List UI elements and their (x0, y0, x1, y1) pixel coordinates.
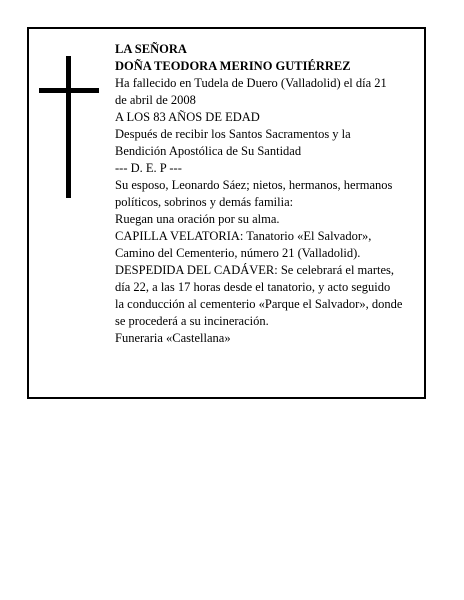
deceased-name: DOÑA TEODORA MERINO GUTIÉRREZ (115, 59, 351, 73)
chapel-line-2: Camino del Cementerio, número 21 (Valladolid). (115, 246, 361, 260)
age-line: A LOS 83 AÑOS DE EDAD (115, 110, 260, 124)
cross-icon (39, 56, 99, 198)
title-line-1: LA SEÑORA (115, 42, 187, 56)
obituary-notice (27, 27, 426, 399)
farewell-line-3: la conducción al cementerio «Parque el Salvador», donde (115, 297, 403, 311)
funeral-home: Funeraria «Castellana» (115, 331, 231, 345)
family-line-1: Su esposo, Leonardo Sáez; nietos, hermanos, hermanos (115, 178, 393, 192)
sacraments-line-2: Bendición Apostólica de Su Santidad (115, 144, 302, 158)
cross-horizontal-bar (39, 88, 99, 93)
sacraments-line-1: Después de recibir los Santos Sacramentos y la (115, 127, 351, 141)
prayer-request: Ruegan una oración por su alma. (115, 212, 280, 226)
farewell-line-2: día 22, a las 17 horas desde el tanatorio, y acto seguido (115, 280, 391, 294)
death-line-1: Ha fallecido en Tudela de Duero (Valladolid) el día 21 (115, 76, 387, 90)
death-line-2: de abril de 2008 (115, 93, 196, 107)
chapel-line-1: CAPILLA VELATORIA: Tanatorio «El Salvador», (115, 229, 372, 243)
farewell-line-1: DESPEDIDA DEL CADÁVER: Se celebrará el martes, (115, 263, 394, 277)
notice-text (115, 41, 425, 347)
rip-line: --- D. E. P --- (115, 161, 182, 175)
cross-vertical-bar (66, 56, 71, 198)
farewell-line-4: se procederá a su incineración. (115, 314, 269, 328)
family-line-2: políticos, sobrinos y demás familia: (115, 195, 294, 209)
